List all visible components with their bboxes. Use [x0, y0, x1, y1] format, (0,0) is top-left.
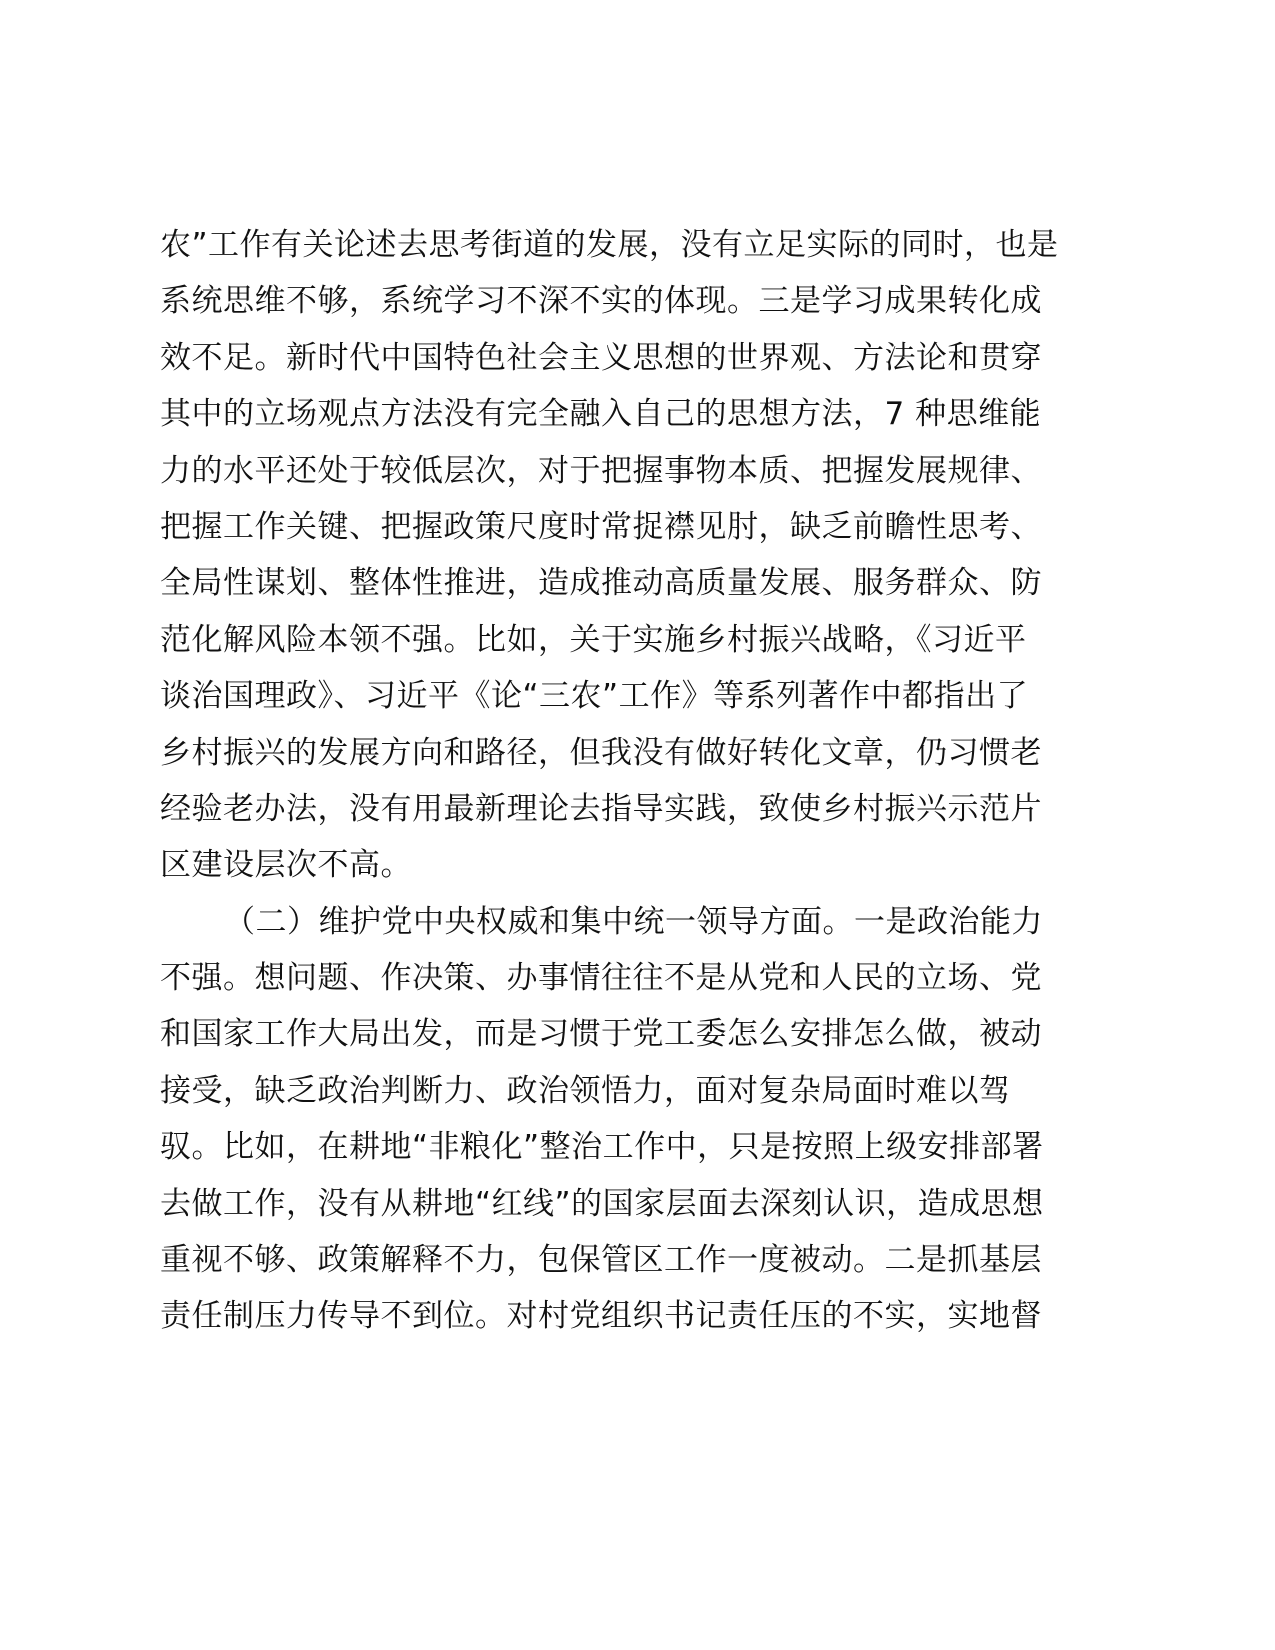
text-line: 责任制压力传导不到位。对村党组织书记责任压的不实，实地督	[160, 1298, 1042, 1335]
text-line: 把握工作关键、把握政策尺度时常捉襟见肘，缺乏前瞻性思考、	[160, 508, 1042, 545]
body-text	[160, 217, 1080, 1345]
text-line: 谈治国理政》、习近平《论“三农”工作》等系列著作中都指出了	[160, 678, 1029, 715]
text-line: 重视不够、政策解释不力，包保管区工作一度被动。二是抓基层	[160, 1242, 1042, 1279]
text-line: 区建设层次不高。	[160, 847, 412, 884]
text-line: 接受，缺乏政治判断力、政治领悟力，面对复杂局面时难以驾	[160, 1072, 1011, 1109]
text-line: 系统思维不够，系统学习不深不实的体现。三是学习成果转化成	[160, 283, 1042, 320]
text-line: 范化解风险本领不强。比如，关于实施乡村振兴战略，《习近平	[160, 621, 1027, 658]
text-line: 全局性谋划、整体性推进，造成推动高质量发展、服务群众、防	[160, 565, 1042, 602]
text-line: 不强。想问题、作决策、办事情往往不是从党和人民的立场、党	[160, 960, 1042, 997]
text-line: 效不足。新时代中国特色社会主义思想的世界观、方法论和贯穿	[160, 339, 1042, 376]
text-line: 和国家工作大局出发，而是习惯于党工委怎么安排怎么做，被动	[160, 1016, 1042, 1053]
text-line: 其中的立场观点方法没有完全融入自己的思想方法，7 种思维能	[160, 396, 1042, 433]
text-line: 经验老办法，没有用最新理论去指导实践，致使乡村振兴示范片	[160, 790, 1042, 827]
text-line: 力的水平还处于较低层次，对于把握事物本质、把握发展规律、	[160, 452, 1042, 489]
text-line: 农”工作有关论述去思考街道的发展，没有立足实际的同时，也是	[160, 227, 1059, 263]
section-heading-line: （二）维护党中央权威和集中统一领导方面。一是政治能力	[224, 903, 1043, 940]
text-line: 驭。比如，在耕地“非粮化”整治工作中，只是按照上级安排部署	[160, 1129, 1044, 1166]
text-line: 乡村振兴的发展方向和路径，但我没有做好转化文章，仍习惯老	[160, 734, 1042, 771]
text-line: 去做工作，没有从耕地“红线”的国家层面去深刻认识，造成思想	[160, 1185, 1044, 1222]
